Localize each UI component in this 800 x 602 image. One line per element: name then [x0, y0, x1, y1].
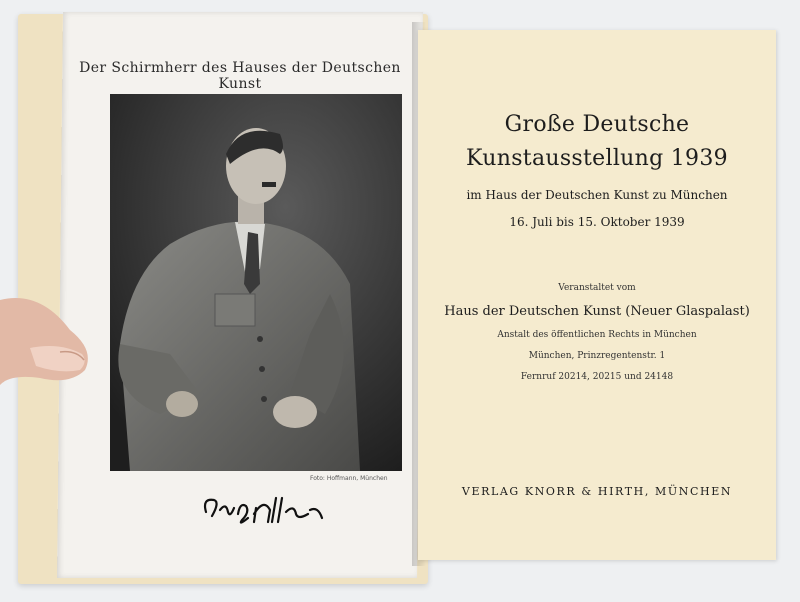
subtitle: im Haus der Deutschen Kunst zu München: [466, 188, 728, 202]
left-page-caption: Der Schirmherr des Hauses der Deutschen Kunst: [79, 60, 401, 92]
organizer-name: Haus der Deutschen Kunst (Neuer Glaspalast): [444, 304, 750, 319]
portrait-photo: [110, 94, 402, 471]
exhibition-dates: 16. Juli bis 15. Oktober 1939: [509, 215, 685, 229]
portrait-figure: [110, 94, 402, 471]
title-line-1: Große Deutsche: [504, 112, 690, 137]
title-line-2: Kunstausstellung 1939: [466, 146, 728, 171]
organizer-address: München, Prinzregentenstr. 1: [528, 351, 666, 361]
organizer-phone: Fernruf 20214, 20215 und 24148: [520, 372, 674, 382]
organizer-line-1: Anstalt des öffentlichen Rechts in München: [497, 330, 697, 340]
holding-hand: [0, 290, 95, 410]
publisher: VERLAG KNORR & HIRTH, MÜNCHEN: [461, 485, 733, 498]
handwritten-signature: [198, 488, 328, 530]
organizer-label: Veranstaltet vom: [558, 283, 636, 293]
photo-credit: Foto: Hoffmann, München: [310, 475, 388, 482]
right-page: [418, 30, 776, 560]
